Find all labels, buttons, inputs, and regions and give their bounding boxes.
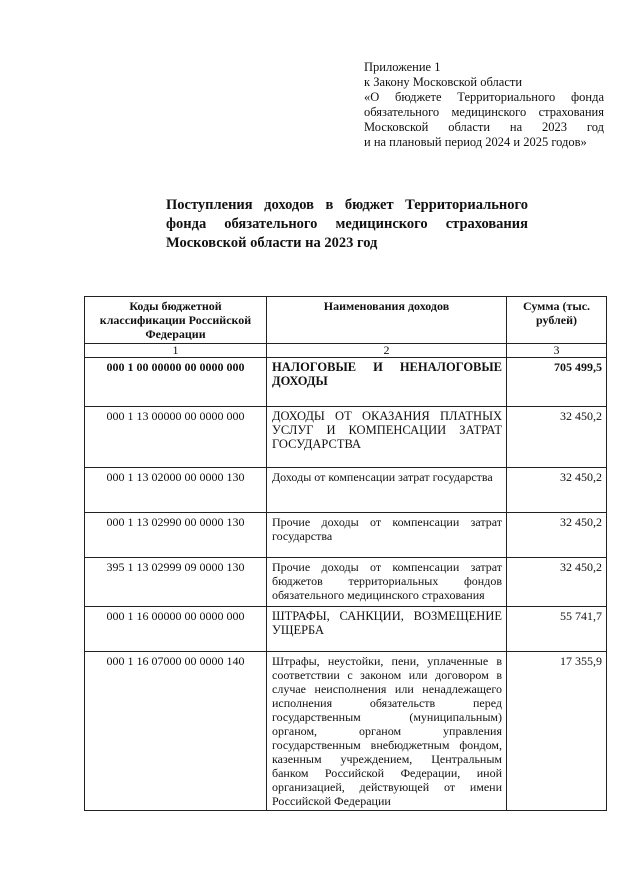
row-name: Штрафы, неустойки, пени, уплаченные в соответствии с законом или договором в случае неисполнения или ненадлежащего исполнения обязательств перед государственным (муниципальным) органом, органом управления государственным внебюджетным фондом, казенным учреждением, Центральным банком Российской Федерации, иной организацией, действующей от имени Российской Федерации xyxy=(267,652,507,811)
header-sum: Сумма (тыс. рублей) xyxy=(507,297,607,344)
document-title xyxy=(166,196,528,253)
title-line: Поступления доходов в бюджет Территориального xyxy=(166,197,528,213)
row-sum: 32 450,2 xyxy=(507,468,607,513)
appendix-line: Приложение 1 xyxy=(364,60,441,74)
appendix-line: обязательного медицинского страхования xyxy=(364,105,604,119)
header-codes: Коды бюджетной классификации Российской Федерации xyxy=(85,297,267,344)
row-code: 000 1 16 00000 00 0000 000 xyxy=(85,607,267,652)
header-names: Наименования доходов xyxy=(267,297,507,344)
row-sum: 17 355,9 xyxy=(507,652,607,811)
table-row xyxy=(85,652,607,811)
column-number: 3 xyxy=(507,344,607,358)
row-name: Прочие доходы от компенсации затрат бюджетов территориальных фондов обязательного медицинского страхования xyxy=(267,558,507,607)
row-code: 000 1 13 00000 00 0000 000 xyxy=(85,407,267,468)
column-number: 1 xyxy=(85,344,267,358)
table-row xyxy=(85,468,607,513)
revenue-table xyxy=(84,296,607,811)
row-sum: 32 450,2 xyxy=(507,513,607,558)
table-header-row xyxy=(85,297,607,344)
row-code: 000 1 13 02000 00 0000 130 xyxy=(85,468,267,513)
row-sum: 705 499,5 xyxy=(507,358,607,407)
row-sum: 32 450,2 xyxy=(507,558,607,607)
appendix-line: «О бюджете Территориального фонда xyxy=(364,90,604,104)
title-line: Московской области на 2023 год xyxy=(166,235,378,251)
table-row xyxy=(85,358,607,407)
column-number: 2 xyxy=(267,344,507,358)
row-name: ШТРАФЫ, САНКЦИИ, ВОЗМЕЩЕНИЕ УЩЕРБА xyxy=(267,607,507,652)
row-code: 000 1 13 02990 00 0000 130 xyxy=(85,513,267,558)
title-line: фонда обязательного медицинского страхования xyxy=(166,216,528,232)
table-row xyxy=(85,407,607,468)
row-sum: 32 450,2 xyxy=(507,407,607,468)
table-row xyxy=(85,558,607,607)
row-name: Доходы от компенсации затрат государства xyxy=(267,468,507,513)
row-code: 000 1 00 00000 00 0000 000 xyxy=(85,358,267,407)
appendix-header xyxy=(364,60,604,150)
row-name: ДОХОДЫ ОТ ОКАЗАНИЯ ПЛАТНЫХ УСЛУГ И КОМПЕНСАЦИИ ЗАТРАТ ГОСУДАРСТВА xyxy=(267,407,507,468)
appendix-line: и на плановый период 2024 и 2025 годов» xyxy=(364,135,587,149)
table-row xyxy=(85,513,607,558)
table-row xyxy=(85,607,607,652)
row-name: НАЛОГОВЫЕ И НЕНАЛОГОВЫЕ ДОХОДЫ xyxy=(267,358,507,407)
row-name: Прочие доходы от компенсации затрат государства xyxy=(267,513,507,558)
row-sum: 55 741,7 xyxy=(507,607,607,652)
row-code: 395 1 13 02999 09 0000 130 xyxy=(85,558,267,607)
appendix-line: к Закону Московской области xyxy=(364,75,523,89)
appendix-line: Московской области на 2023 год xyxy=(364,120,604,134)
row-code: 000 1 16 07000 00 0000 140 xyxy=(85,652,267,811)
column-number-row xyxy=(85,344,607,358)
